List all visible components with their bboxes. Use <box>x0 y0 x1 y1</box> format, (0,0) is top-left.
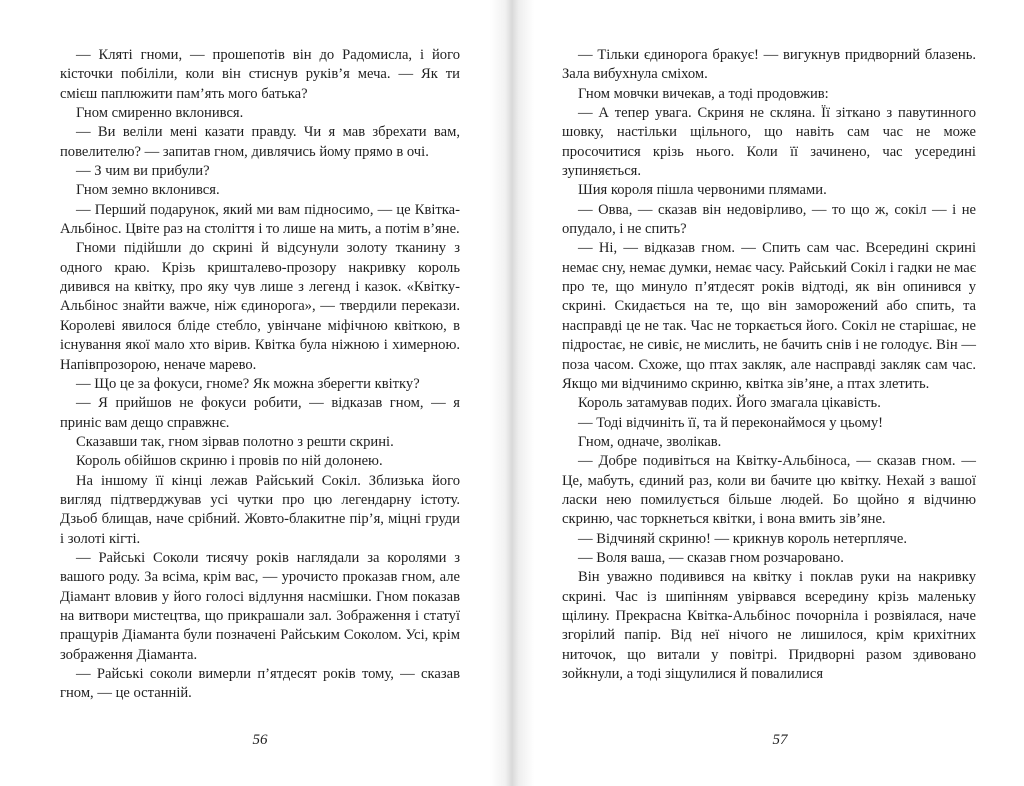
paragraph: — А тепер увага. Скриня не скляна. Її зіткано з павутинного шовку, настільки щільного, що навіть сам час не може просочитися крізь нього. Коли її зачинено, час усередині зупиняється. <box>562 105 976 180</box>
paragraph: — Я прийшов не фокуси робити, — відказав гном, — я приніс вам дещо справжнє. <box>60 395 460 431</box>
paragraph: — Кляті гноми, — прошепотів він до Радомисла, і його кісточки побіліли, коли він стиснув руків’я меча. — Як ти смієш паплюжити пам’ять мого батька? <box>60 47 460 102</box>
paragraph: — Райські Соколи тисячу років наглядали за королями з вашого роду. За всіма, крім вас, — урочисто проказав гном, але Діамант вловив у його голосі відлуння насмішки. Гном показав на витвори мистецтва, що прикрашали зал. Зображення і статуї пращурів Діаманта були позначені Райським Соколом. Усі, крім зображення Діаманта. <box>60 549 460 663</box>
page-number-right: 57 <box>772 732 788 748</box>
right-page <box>512 0 1024 786</box>
paragraph: Король обійшов скриню і провів по ній долонею. <box>76 453 383 470</box>
paragraph: — Що це за фокуси, гноме? Як можна зберегти квітку? <box>76 375 420 392</box>
book-gutter <box>490 0 534 786</box>
paragraph: Гном земно вклонився. <box>76 182 220 199</box>
paragraph: — Тільки єдинорога бракує! — вигукнув придворний блазень. Зала вибухнула сміхом. <box>562 47 976 83</box>
paragraph: Король затамував подих. Його змагала цікавість. <box>578 395 881 412</box>
paragraph: Гноми підійшли до скрині й відсунули золоту тканину з одного краю. Крізь кришталево-прозору накривку король дивився на квітку, про яку чув лише з легенд і казок. «Квітку-Альбінос знайти важче, ніж єдинорога», — твердили перекази. Королеві явилося бліде стебло, увінчане міфічною квіткою, в існування якої мало хто вірив. Квітка була ніжною і химерною. Напівпрозорою, неначе марево. <box>60 240 460 373</box>
paragraph: — Ні, — відказав гном. — Спить сам час. Всередині скрині немає сну, немає думки, немає часу. Райський Сокіл і гадки не має про те, що минуло п’ятдесят років відтоді, як він опинився у скрині. Скидається на те, що він заморожений або спить, та насправді це не так. Час не торкається його. Сокіл не старішає, не підростає, не сивіє, не мислить, не бачить снів і не голодує. Він — поза часом. Схоже, що птах закляк, але насправді закляк сам час. Якщо ми відчинимо скриню, квітка зів’яне, а птах злетить. <box>562 240 976 392</box>
paragraph: — Тоді відчиніть її, та й переконаймося у цьому! <box>578 414 884 431</box>
page-number-left: 56 <box>252 732 268 748</box>
paragraph: — Овва, — сказав він недовірливо, — то що ж, сокіл — і не опудало, і не спить? <box>562 201 976 238</box>
paragraph: — Ви веліли мені казати правду. Чи я мав збрехати вам, повелителю? — запитав гном, дивлячись йому прямо в очі. <box>60 124 460 160</box>
paragraph: — З чим ви прибули? <box>76 163 210 180</box>
paragraph: — Воля ваша, — сказав гном розчаровано. <box>578 549 844 566</box>
paragraph: Шия короля пішла червоними плямами. <box>578 182 827 199</box>
paragraph: Гном смиренно вклонився. <box>76 105 244 122</box>
paragraph: На іншому її кінці лежав Райський Сокіл. Зблизька його вигляд підтверджував усі чутки про цю легендарну істоту. Дзьоб блищав, наче срібний. Жовто-блакитне пір’я, міцні груди і золоті кігті. <box>60 472 460 547</box>
paragraph: — Добре подивіться на Квітку-Альбіноса, — сказав гном. — Це, мабуть, єдиний раз, коли ви бачите цю квітку. Нехай з вашої ласки нею помилується більше людей. Бо щойно я відчиню скриню, час торкнеться квітки, і вона вмить зів’яне. <box>562 453 976 528</box>
right-page-text <box>562 46 976 684</box>
paragraph: — Відчиняй скриню! — крикнув король нетерпляче. <box>578 530 908 547</box>
left-page-text <box>60 46 460 704</box>
paragraph: — Перший подарунок, який ми вам підносимо, — це Квітка-Альбінос. Цвіте раз на століття і то лише на мить, а потім в’яне. <box>60 201 460 238</box>
paragraph: Гном, одначе, зволікав. <box>578 433 722 450</box>
paragraph: Він уважно подивився на квітку і поклав руки на накривку скрині. Час із шипінням увірвався всередину крізь маленьку щілину. Прекрасна Квітка-Альбінос почорніла і розвіялася, наче згорілий папір. Від неї нічого не лишилося, крім крихітних ниточок, що витали у повітрі. Придворні разом здивовано зойкнули, а тоді зіщулилися й повалилися <box>562 569 976 682</box>
paragraph: Сказавши так, гном зірвав полотно з решти скрині. <box>76 433 394 450</box>
paragraph: Гном мовчки вичекав, а тоді продовжив: <box>578 85 829 102</box>
paragraph: — Райські соколи вимерли п’ятдесят років тому, — сказав гном, — це останній. <box>60 666 460 702</box>
